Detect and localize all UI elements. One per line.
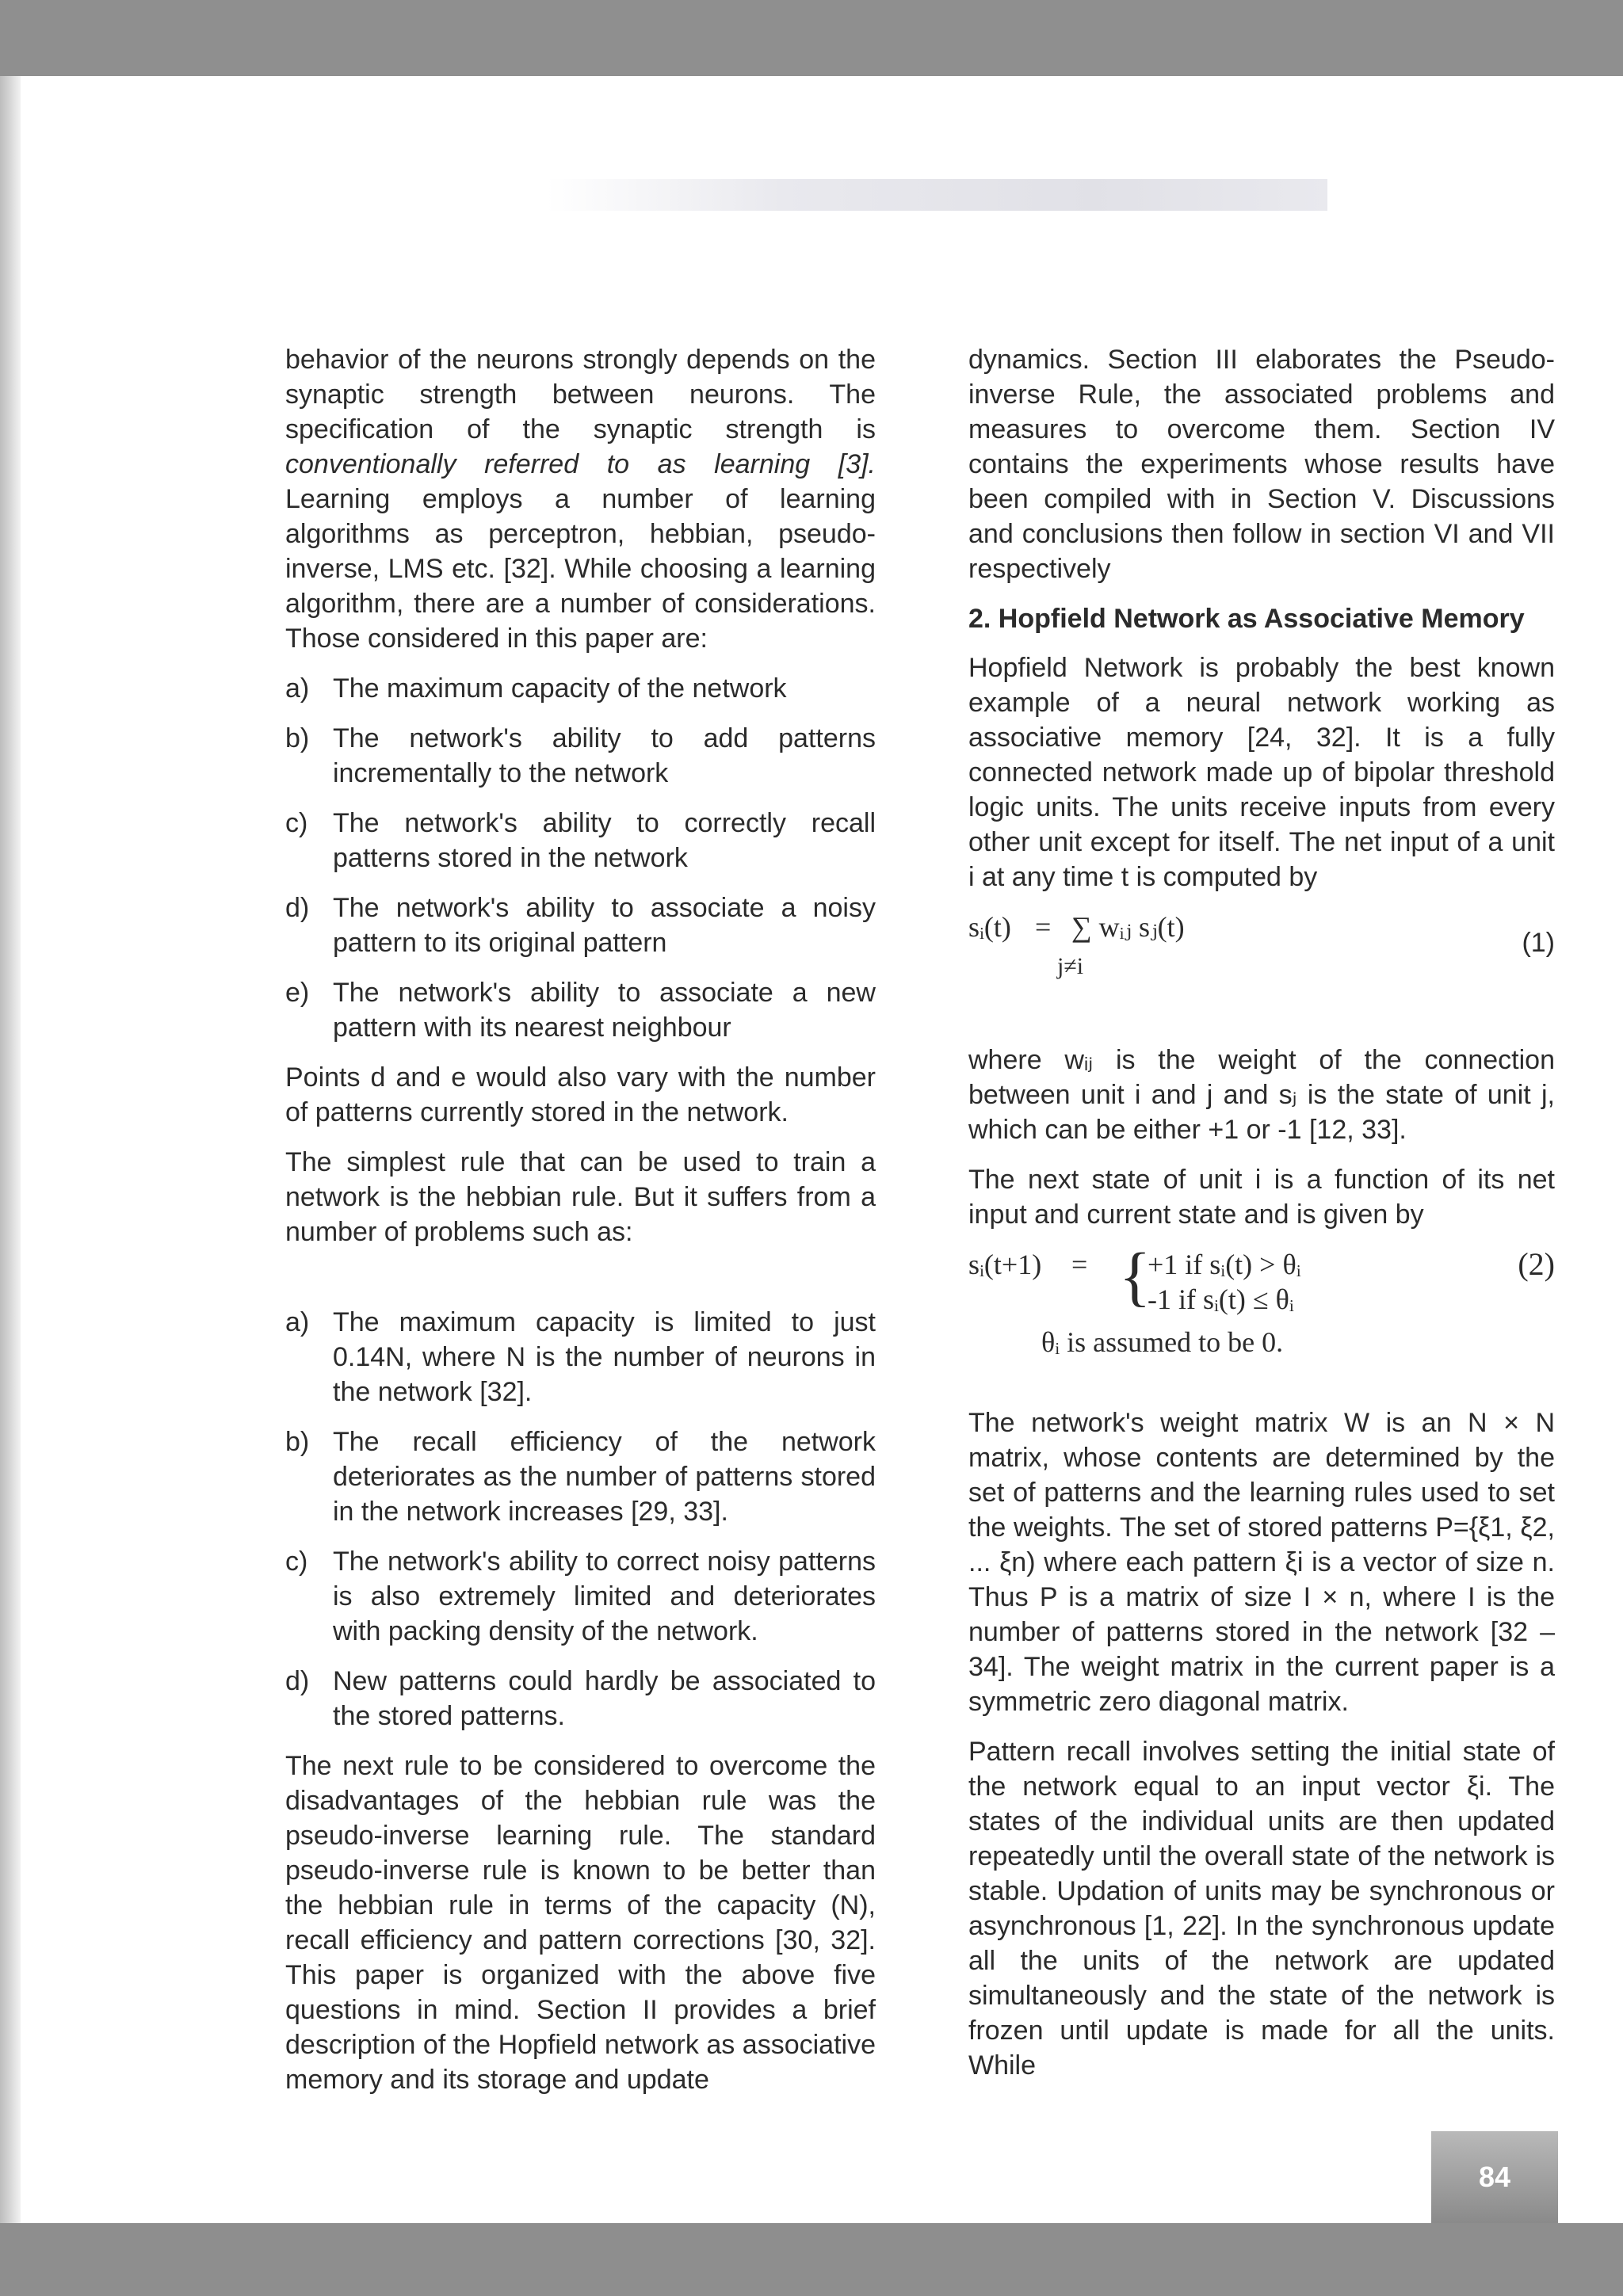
section-heading: 2. Hopfield Network as Associative Memory: [968, 604, 1525, 634]
hopfield-paragraph: Hopfield Network is probably the best known example of a neural network working as associative memory [24, 32]. It is a fully connected network made up of bipolar threshold logic units. The units receive inputs from every other unit except for itself. The net input of a unit i at any time t is computed by: [968, 653, 1555, 892]
list-item: c) The network's ability to correctly recall patterns stored in the network: [285, 808, 876, 873]
list-item: b) The network's ability to add patterns incrementally to the network: [285, 723, 876, 788]
weight-matrix-paragraph: The network's weight matrix W is an N × N matrix, whose contents are determined by the set of patterns and the learning rules used to set the weights. The set of stored patterns P={ξ1, ξ2, ... ξn) where each pattern ξi is a vector of size n. Thus P is a matrix of size I × n, where I is the number of patterns stored in the network [32 – 34]. The weight matrix in the current paper is a symmetric zero diagonal matrix.: [968, 1408, 1555, 1717]
next-state-paragraph: The next state of unit i is a function of its net input and current state and is given by: [968, 1165, 1555, 1230]
list-item: a) The maximum capacity of the network: [285, 673, 787, 704]
list-item: c) The network's ability to correct noisy patterns is also extremely limited and deteriorates with packing density of the network.: [285, 1547, 876, 1646]
dynamics-paragraph: dynamics. Section III elaborates the Pseudo-inverse Rule, the associated problems and measures to overcome them. Section IV contains the experiments whose results have been compiled with in Section V. Discussions and conclusions then follow in section VI and VII respectively: [968, 345, 1555, 584]
left-brace-icon: {: [1119, 1240, 1151, 1314]
equation-1: sᵢ(t) = ∑ wᵢⱼ sⱼ(t) j≠i (1): [968, 911, 1555, 979]
equation-2: sᵢ(t+1) = { +1 if sᵢ(t) > θᵢ -1 if sᵢ(t) ≤ θᵢ (2) θᵢ is assumed to be 0.: [968, 1240, 1555, 1358]
italic-citation-text: conventionally referred to as learning [3].: [285, 449, 876, 479]
problems-list: [285, 1305, 876, 1733]
considerations-list: [285, 671, 876, 1045]
list-item: b) The recall efficiency of the network deteriorates as the number of patterns stored in the network increases [29, 33].: [285, 1427, 876, 1527]
scan-left-edge: [0, 76, 21, 2223]
weight-paragraph: where wᵢⱼ is the weight of the connection between unit i and j and sⱼ is the state of unit j, which can be either +1 or -1 [12, 33].: [968, 1045, 1555, 1145]
hebbian-paragraph: The simplest rule that can be used to train a network is the hebbian rule. But it suffers from a number of problems such as:: [285, 1147, 876, 1247]
page-number: 84: [1431, 2131, 1558, 2223]
list-item: d) New patterns could hardly be associated to the stored patterns.: [285, 1666, 876, 1731]
list-item: d) The network's ability to associate a noisy pattern to its original pattern: [285, 893, 876, 958]
equation-number: (2): [1518, 1246, 1555, 1282]
pattern-recall-paragraph: Pattern recall involves setting the initial state of the network equal to an input vector ξi. The states of the individual units are then updated repeatedly until the overall state of the network is stable. Updation of units may be synchronous or asynchronous [1, 22]. In the synchronous update all the units of the network are updated simultaneously and the state of the network is frozen until update is made for all the units. While: [968, 1737, 1555, 2081]
right-column: [968, 342, 1555, 2098]
list-item: e) The network's ability to associate a new pattern with its nearest neighbour: [285, 978, 876, 1043]
intro-paragraph: behavior of the neurons strongly depends on the synaptic strength between neurons. The specification of the synaptic strength is conventionally referred to as learning [3]. Learning employs a number of learning algorithms as perceptron, hebbian, pseudo-inverse, LMS etc. [32]. While choosing a learning algorithm, there are a number of considerations. Those considered in this paper are:: [285, 345, 876, 654]
header-gradient-bar: [547, 179, 1327, 211]
scan-top-border: [0, 0, 1623, 76]
scan-bottom-border: [0, 2223, 1623, 2296]
equation-number: (1): [1522, 928, 1555, 958]
pseudo-inverse-paragraph: The next rule to be considered to overcome the disadvantages of the hebbian rule was the pseudo-inverse learning rule. The standard pseudo-inverse rule is known to be better than the hebbian rule in terms of the capacity (N), recall efficiency and pattern corrections [30, 32]. This paper is organized with the above five questions in mind. Section II provides a brief description of the Hopfield network as associative memory and its storage and update: [285, 1751, 876, 2095]
left-column: [285, 342, 876, 2112]
list-item: a) The maximum capacity is limited to just 0.14N, where N is the number of neurons in the network [32].: [285, 1307, 876, 1407]
points-paragraph: Points d and e would also vary with the number of patterns currently stored in the network.: [285, 1062, 876, 1127]
